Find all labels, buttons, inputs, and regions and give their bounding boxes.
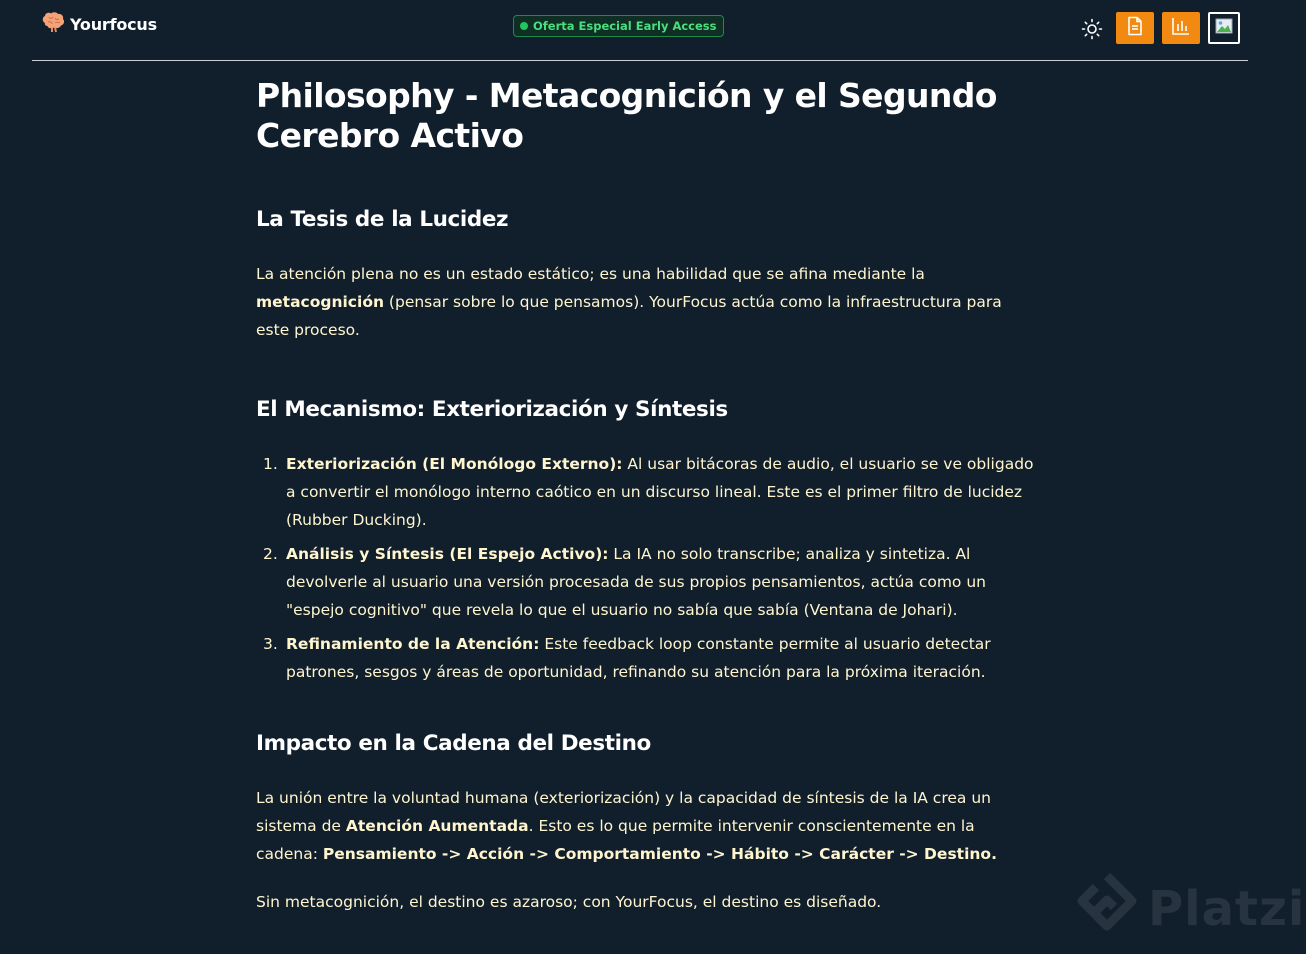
platzi-watermark: [1076, 872, 1305, 946]
section-heading-tesis: La Tesis de la Lucidez: [256, 207, 509, 232]
list-item-title: Análisis y Síntesis (El Espejo Activo):: [286, 545, 609, 563]
section-heading-mecanismo: El Mecanismo: Exteriorización y Síntesis: [256, 397, 728, 422]
bar-chart-icon: [1171, 16, 1191, 40]
avatar[interactable]: [1208, 12, 1240, 44]
list-number: 2.: [263, 545, 278, 563]
list-item-title: Refinamiento de la Atención:: [286, 635, 540, 653]
list-item: [256, 450, 1036, 534]
promo-label: Oferta Especial Early Access: [533, 19, 717, 33]
article: [256, 76, 1036, 916]
paragraph-impacto: [256, 784, 1036, 868]
status-dot-icon: [520, 22, 528, 30]
list-item: [256, 630, 1036, 686]
text-span: La unión entre la voluntad humana (exteriorización) y la capacidad de síntesis de la IA crea un sistema de: [256, 789, 991, 835]
list-item-text: La IA no solo transcribe; analiza y sintetiza. Al devolverle al usuario una versión procesada de sus propios pensamientos, actúa como un "espejo cognitivo" que revela lo que el usuario no sabía que sabía (Ventana de Johari).: [286, 545, 986, 619]
document-button[interactable]: [1116, 12, 1154, 44]
brain-icon: [40, 10, 66, 38]
paragraph-tesis: [256, 260, 1036, 344]
destiny-chain: Pensamiento -> Acción -> Comportamiento -> Hábito -> Carácter -> Destino.: [322, 845, 997, 863]
top-header: [32, 0, 1248, 61]
bold-term: metacognición: [256, 293, 384, 311]
list-item-text: Este feedback loop constante permite al usuario detectar patrones, sesgos y áreas de oportunidad, refinando su atención para la próxima iteración.: [286, 635, 991, 681]
text-span: La atención plena no es un estado estático; es una habilidad que se afina mediante la: [256, 265, 925, 283]
watermark-text: Platzi: [1148, 881, 1306, 937]
text-span: (pensar sobre lo que pensamos). YourFocus actúa como la infraestructura para este proceso.: [256, 293, 1002, 339]
bold-term: Atención Aumentada: [345, 817, 529, 835]
text-span: . Esto es lo que permite intervenir conscientemente en la cadena:: [256, 817, 975, 863]
section-heading-impacto: Impacto en la Cadena del Destino: [256, 731, 651, 756]
broken-image-icon: [1214, 16, 1234, 40]
platzi-logo-icon: [1076, 872, 1138, 946]
page-title: Philosophy - Metacognición y el Segundo Cerebro Activo: [256, 76, 997, 155]
list-item: [256, 540, 1036, 624]
list-number: 1.: [263, 455, 278, 473]
sun-icon: [1080, 26, 1104, 45]
brand-name: Yourfocus: [70, 14, 157, 34]
promo-badge[interactable]: [513, 15, 724, 37]
theme-toggle-button[interactable]: [1080, 17, 1104, 41]
paragraph-conclusion: Sin metacognición, el destino es azaroso; con YourFocus, el destino es diseñado.: [256, 893, 882, 911]
document-icon: [1126, 16, 1144, 40]
analytics-button[interactable]: [1162, 12, 1200, 44]
list-item-text: Al usar bitácoras de audio, el usuario se ve obligado a convertir el monólogo interno caótico en un discurso lineal. Este es el primer filtro de lucidez (Rubber Ducking).: [286, 455, 1034, 529]
brand-logo[interactable]: [40, 12, 157, 36]
mechanism-list: [256, 450, 1036, 686]
list-number: 3.: [263, 635, 278, 653]
list-item-title: Exteriorización (El Monólogo Externo):: [286, 455, 623, 473]
